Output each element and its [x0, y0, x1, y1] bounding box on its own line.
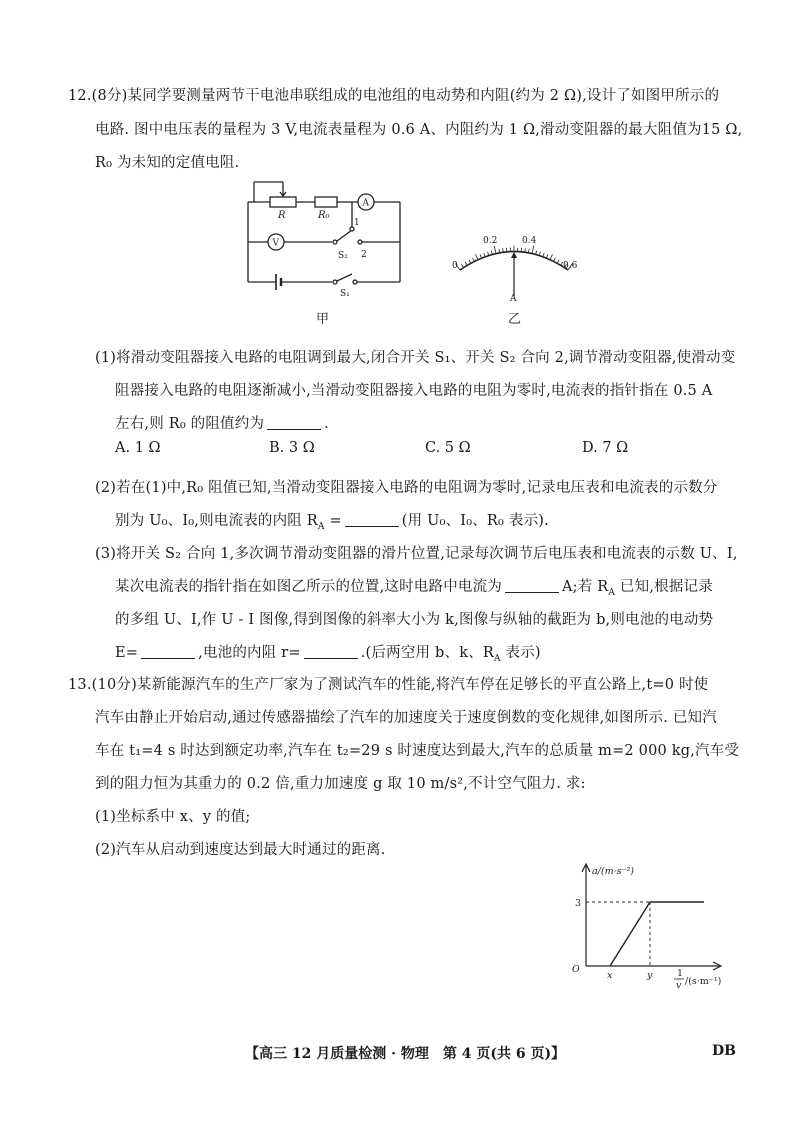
graph-line-rising	[610, 902, 650, 966]
dial-tick-mark	[532, 246, 534, 254]
q13-part2: (2)汽车从启动到速度达到最大时通过的距离.	[95, 842, 386, 858]
label-contact-2: 2	[361, 250, 367, 260]
label-ammeter: A	[362, 198, 369, 209]
caption-jia: 甲	[316, 312, 330, 327]
answer-blank-1[interactable]	[267, 415, 321, 430]
q12-part2-line1: (2)若在(1)中,R₀ 阻值已知,当滑动变阻器接入电路的电阻调为零时,记录电压表和电流表的示数分	[95, 480, 718, 496]
q12-part2-eq: =	[324, 513, 342, 529]
q12-part3-hint-end: 表示)	[500, 645, 541, 661]
q12-part3-line4	[115, 643, 541, 669]
q12-part2-line2	[115, 511, 549, 537]
x-axis-den: v	[676, 980, 682, 991]
q12-part3-e: E=	[115, 645, 139, 661]
dial-tick-mark	[494, 246, 496, 254]
q12-part3-text: 某次电流表的指针指在如图乙所示的位置,这时电路中电流为	[115, 579, 503, 595]
x-tick-x: x	[607, 970, 613, 981]
q12-part2-hint: (用 U₀、I₀、R₀ 表示).	[401, 513, 549, 529]
answer-blank-3[interactable]	[505, 578, 559, 593]
page-footer: 【高三 12 月质量检测 · 物理 第 4 页(共 6 页)】	[245, 1046, 566, 1062]
q12-stem-line3: R₀ 为未知的定值电阻.	[95, 155, 240, 171]
option-d[interactable]: D. 7 Ω	[582, 440, 629, 456]
q12-part3-line3: 的多组 U、I,作 U - I 图像,得到图像的斜率大小为 k,图像与纵轴的截距为 b,则电池的电动势	[115, 612, 714, 628]
option-c[interactable]: C. 5 Ω	[425, 440, 471, 456]
q12-part3-text2: A;若 R	[562, 579, 609, 595]
origin-label: O	[572, 964, 580, 975]
dial-tick-02: 0.2	[483, 236, 498, 246]
dial-tick-mark	[550, 254, 552, 259]
acceleration-graph	[560, 862, 740, 1000]
q13-stem-line4: 到的阻力恒为其重力的 0.2 倍,重力加速度 g 取 10 m/s²,不计空气阻力. 求:	[95, 776, 586, 792]
label-voltmeter: V	[272, 238, 279, 249]
paper-code: DB	[712, 1043, 736, 1059]
q12-part3-line2	[115, 577, 713, 603]
answer-blank-2[interactable]	[345, 512, 399, 527]
answer-blank-5[interactable]	[304, 644, 358, 659]
label-s2: S₂	[338, 251, 348, 261]
y-tick-3: 3	[575, 898, 582, 909]
label-r0: R₀	[318, 210, 330, 221]
sub-a-2: A	[608, 587, 616, 598]
q12-part2-text: 别为 U₀、I₀,则电流表的内阻 R	[115, 513, 318, 529]
dial-tick-0: 0	[452, 261, 458, 271]
q12-stem-line1: 12.(8分)某同学要测量两节干电池串联组成的电池组的电动势和内阻(约为 2 Ω),设计了如图甲所示的	[68, 88, 720, 104]
x-tick-y: y	[647, 970, 653, 981]
dial-tick-04: 0.4	[522, 236, 537, 246]
dial-tick-06: 0.6	[563, 261, 578, 271]
dial-unit: A	[510, 294, 517, 304]
label-contact-1: 1	[354, 218, 360, 228]
q12-part1-text: 左右,则 R₀ 的阻值约为	[115, 416, 265, 432]
q13-stem-line1: 13.(10分)某新能源汽车的生产厂家为了测试汽车的性能,将汽车停在足够长的平直公路上,t=0 时使	[68, 677, 709, 693]
switch-s2	[337, 230, 352, 241]
sub-a-3: A	[494, 653, 501, 664]
q12-part1-line2: 阻器接入电路的电阻逐渐减小,当滑动变阻器接入电路的电阻为零时,电流表的指针指在 0.5 A	[115, 383, 713, 399]
switch-s1	[337, 274, 352, 281]
option-b[interactable]: B. 3 Ω	[269, 440, 315, 456]
q12-part3-line1: (3)将开关 S₂ 合向 1,多次调节滑动变阻器的滑片位置,记录每次调节后电压表和电流表的示数 U、I,	[95, 546, 738, 562]
x-axis-num: 1	[677, 968, 684, 979]
q12-part3-r: ,电池的内阻 r=	[198, 645, 301, 661]
answer-blank-4[interactable]	[141, 644, 195, 659]
y-axis-label: a/(m·s⁻²)	[592, 866, 635, 877]
resistor-r0	[315, 197, 337, 207]
circuit-diagram	[240, 172, 420, 302]
q12-stem-line2: 电路. 图中电压表的量程为 3 V,电流表量程为 0.6 A、内阻约为 1 Ω,滑动变阻器的最大阻值为15 Ω,	[95, 122, 743, 138]
q12-part3-hint: .(后两空用 b、k、R	[360, 645, 495, 661]
q12-part3-text3: 已知,根据记录	[615, 579, 713, 595]
sub-a-1: A	[317, 521, 325, 532]
rheostat-r	[270, 197, 296, 207]
q12-part1-line3	[115, 414, 329, 434]
label-s1: S₁	[340, 289, 350, 299]
option-a[interactable]: A. 1 Ω	[115, 440, 161, 456]
dial-tick-mark	[476, 254, 478, 259]
q13-stem-line2: 汽车由静止开始启动,通过传感器描绘了汽车的加速度关于速度倒数的变化规律,如图所示. 已知汽	[95, 710, 717, 726]
ammeter-dial	[445, 228, 585, 308]
label-r: R	[278, 210, 286, 221]
q13-part1: (1)坐标系中 x、y 的值;	[95, 809, 251, 825]
q12-part1-line1: (1)将滑动变阻器接入电路的电阻调到最大,闭合开关 S₁、开关 S₂ 合向 2,调节滑动变阻器,使滑动变	[95, 350, 736, 366]
q13-stem-line3: 车在 t₁=4 s 时达到额定功率,汽车在 t₂=29 s 时速度达到最大,汽车的总质量 m=2 000 kg,汽车受	[95, 743, 740, 759]
q12-part1-end: .	[324, 416, 329, 432]
caption-yi: 乙	[508, 312, 522, 327]
x-axis-unit: /(s·m⁻¹)	[685, 976, 722, 987]
